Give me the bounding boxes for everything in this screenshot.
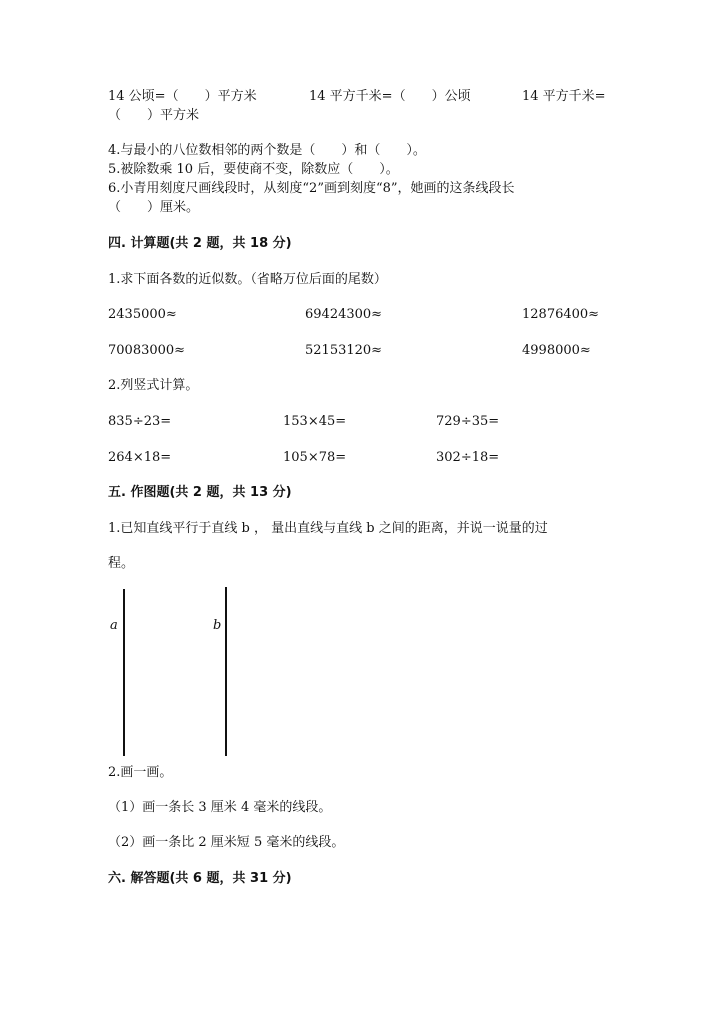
conversion-2: 14 平方千米=（ ）公顷	[309, 89, 471, 104]
calc-item: 264×18=	[108, 450, 172, 465]
calc-item: 729÷35=	[436, 414, 500, 429]
approx-item: 70083000≈	[108, 343, 186, 358]
line-b-label: b	[213, 618, 222, 633]
section-4-heading: 四. 计算题(共 2 题，共 18 分)	[108, 236, 292, 251]
section-4-question-2: 2.列竖式计算。	[108, 378, 199, 393]
question-5: 5.被除数乘 10 后，要使商不变，除数应（ ）。	[108, 162, 399, 177]
approx-item: 69424300≈	[305, 307, 383, 322]
section-4-question-1: 1.求下面各数的近似数。（省略万位后面的尾数）	[108, 272, 387, 287]
conversion-3: 14 平方千米=	[522, 89, 606, 104]
line-a	[123, 589, 125, 756]
section-5-question-1-line1: 1.已知直线平行于直线 b ， 量出直线与直线 b 之间的距离，并说一说量的过	[108, 521, 548, 536]
calc-item: 835÷23=	[108, 414, 172, 429]
conversion-3-continued: （ ）平方米	[108, 108, 200, 123]
calc-item: 302÷18=	[436, 450, 500, 465]
approx-item: 4998000≈	[522, 343, 591, 358]
section-5-question-2-part-2: （2）画一条比 2 厘米短 5 毫米的线段。	[108, 835, 345, 850]
section-5-heading: 五. 作图题(共 2 题，共 13 分)	[108, 485, 292, 500]
question-6-line1: 6.小青用刻度尺画线段时，从刻度“2”画到刻度“8”，她画的这条线段长	[108, 181, 515, 196]
approx-item: 2435000≈	[108, 307, 177, 322]
conversion-1: 14 公顷=（ ）平方米	[108, 89, 257, 104]
calc-item: 153×45=	[283, 414, 347, 429]
calc-item: 105×78=	[283, 450, 347, 465]
approx-item: 52153120≈	[305, 343, 383, 358]
question-4: 4.与最小的八位数相邻的两个数是（ ）和（ ）。	[108, 143, 426, 158]
section-5-question-2: 2.画一画。	[108, 765, 173, 780]
question-6-line2: （ ）厘米。	[108, 200, 200, 215]
section-5-question-1-line2: 程。	[108, 556, 135, 571]
section-5-question-2-part-1: （1）画一条长 3 厘米 4 毫米的线段。	[108, 800, 332, 815]
approx-item: 12876400≈	[522, 307, 600, 322]
line-a-label: a	[110, 618, 118, 633]
section-6-heading: 六. 解答题(共 6 题，共 31 分)	[108, 871, 292, 886]
line-b	[225, 587, 227, 756]
